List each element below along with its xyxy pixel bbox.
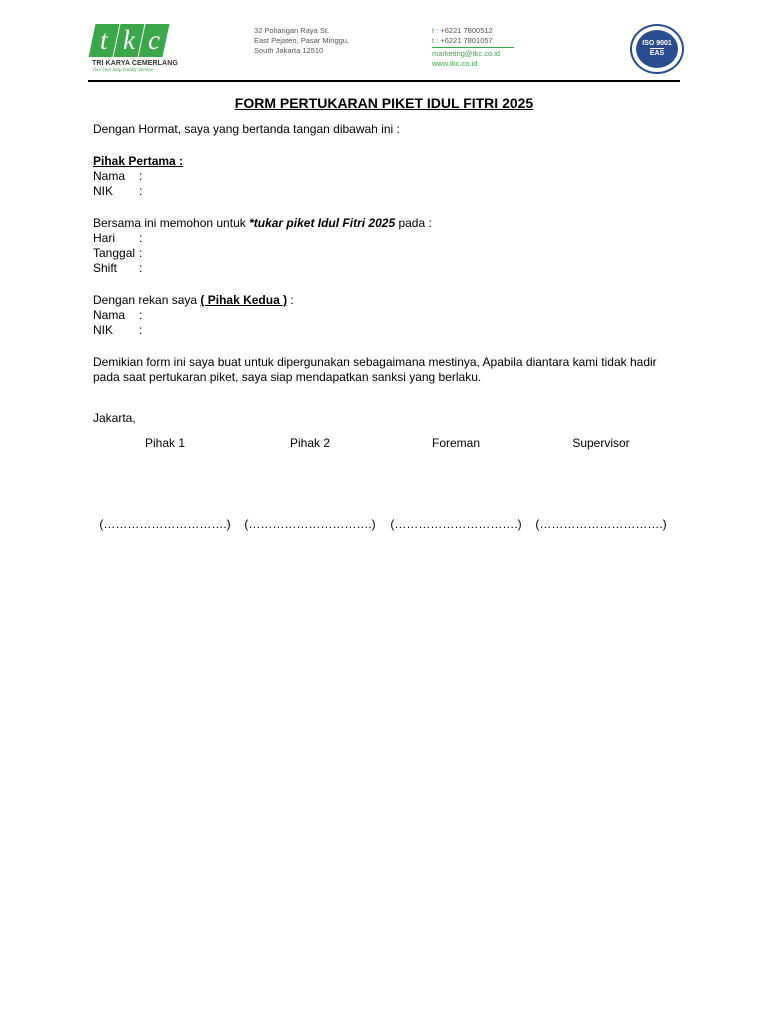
signature-role-pihak1: Pihak 1 bbox=[144, 436, 186, 450]
address-line: East Pejaten, Pasar Minggu, bbox=[254, 36, 350, 45]
iso-certification-badge bbox=[630, 24, 684, 74]
party2-heading: Dengan rekan saya ( Pihak Kedua ) : bbox=[93, 293, 294, 307]
badge-center bbox=[636, 30, 678, 68]
address-line: South Jakarta 12510 bbox=[254, 46, 324, 55]
badge-iso-text: ISO 9001 bbox=[642, 40, 672, 47]
party1-nik-row: NIK : bbox=[93, 184, 143, 198]
signature-line-foreman: (………………………….) bbox=[390, 517, 522, 531]
request-date-row: Tanggal : bbox=[93, 246, 143, 260]
signature-role-foreman: Foreman bbox=[431, 436, 481, 450]
company-tagline: Your One Stop Facility Service bbox=[92, 67, 154, 72]
header-divider bbox=[88, 80, 680, 82]
party1-name-row: Nama : bbox=[93, 169, 143, 183]
phone-2: t : +6221 7801057 bbox=[432, 36, 493, 45]
email-text: marketing@tkc.co.id bbox=[432, 49, 501, 58]
badge-eas-text: EAS bbox=[649, 50, 665, 57]
company-address bbox=[254, 26, 349, 56]
logo-tile: c bbox=[138, 24, 169, 57]
logo-tiles bbox=[92, 24, 182, 57]
place-text: Jakarta, bbox=[93, 411, 136, 425]
phone-1: t : +6221 7800512 bbox=[432, 26, 493, 35]
form-title: FORM PERTUKARAN PIKET IDUL FITRI 2025 bbox=[234, 95, 534, 111]
signature-line-pihak2: (………………………….) bbox=[244, 517, 376, 531]
signature-line-pihak1: (………………………….) bbox=[99, 517, 231, 531]
request-day-row: Hari : bbox=[93, 231, 143, 245]
greeting-text: Dengan Hormat, saya yang bertanda tangan dibawah ini : bbox=[93, 122, 400, 136]
closing-paragraph: Demikian form ini saya buat untuk dipergunakan sebagaimana mestinya, Apabila diantara kami tidak hadir pada saat pertukaran piket, saya siap mendapatkan sanksi yang berlaku. bbox=[93, 355, 657, 384]
request-text: Bersama ini memohon untuk *tukar piket Idul Fitri 2025 pada : bbox=[93, 216, 432, 230]
party2-nik-row: NIK : bbox=[93, 323, 143, 337]
signature-role-pihak2: Pihak 2 bbox=[289, 436, 331, 450]
contact-divider bbox=[432, 47, 514, 48]
company-contact bbox=[432, 26, 514, 69]
address-line: 32 Poltangan Raya St. bbox=[254, 26, 330, 35]
signature-role-supervisor: Supervisor bbox=[572, 436, 630, 450]
company-name: TRI KARYA CEMERLANG bbox=[92, 60, 178, 67]
logo-tile: k bbox=[113, 24, 144, 57]
website-text: www.tkc.co.id bbox=[432, 59, 478, 68]
request-shift-row: Shift : bbox=[93, 261, 143, 275]
signature-line-supervisor: (………………………….) bbox=[535, 517, 667, 531]
logo-tile: t bbox=[88, 24, 119, 57]
party2-name-row: Nama : bbox=[93, 308, 143, 322]
party1-heading: Pihak Pertama : bbox=[93, 154, 184, 168]
company-logo bbox=[92, 24, 182, 76]
